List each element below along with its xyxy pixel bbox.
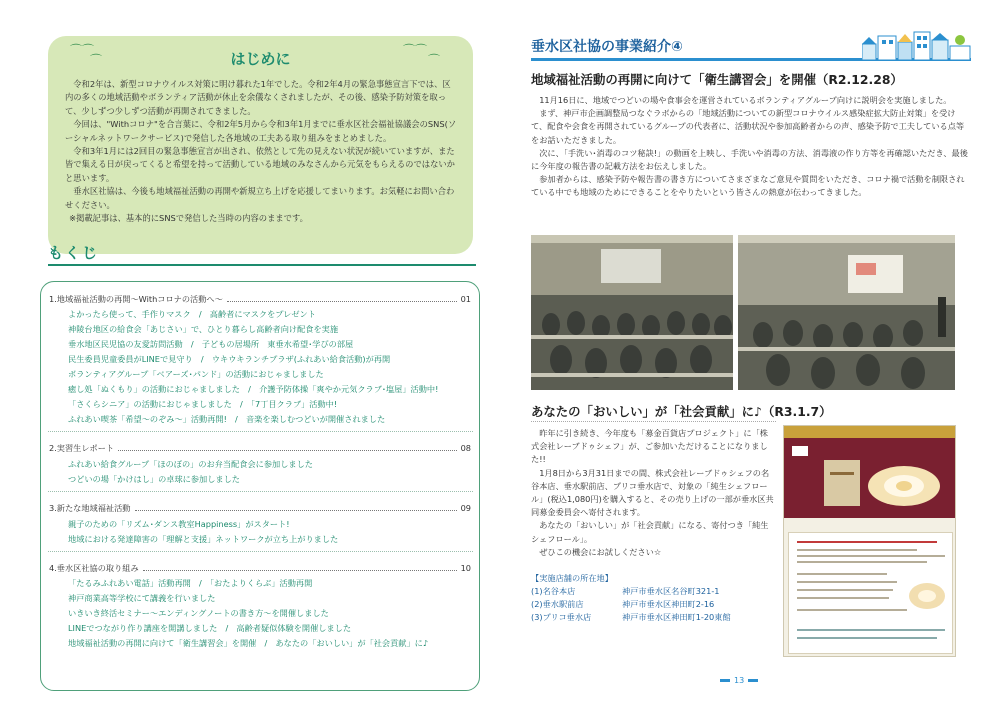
toc-item[interactable]: LINEでつながり作り講座を開講しました / 高齢者疑似体験を開催しました xyxy=(68,623,352,633)
toc-section-label: 4.垂水区社協の取り組み xyxy=(49,563,139,573)
toc-item[interactable]: 「さくらシニア」の活動におじゃましました / 「7丁目クラブ」活動中! xyxy=(68,399,338,409)
article2-paragraph: あなたの「おいしい」が「社会貢献」になる、寄付つき「純生シェフロール」。 xyxy=(531,520,769,544)
article1-paragraph: 次に、「手洗い･消毒のコツ秘訣!」の動画を上映し、手洗いや消毒の方法、消毒液の作り方等を再確認いただき、最後に今年度の報告書の記載方法をお伝えしました。 xyxy=(531,147,968,172)
toc-divider xyxy=(48,551,473,552)
toc-page-number: 10 xyxy=(460,563,471,573)
toc-page-number: 08 xyxy=(460,443,471,453)
toc-item[interactable]: よかったら使って、手作りマスク / 高齢者にマスクをプレゼント xyxy=(68,309,316,319)
seminar-photo-2 xyxy=(738,235,955,390)
toc-leader xyxy=(143,563,457,571)
intro-box xyxy=(48,36,473,254)
toc-item[interactable]: 癒し処「ぬくもり」の活動におじゃましました / 介護予防体操「爽やか元気クラブ･塩屋」活動中! xyxy=(68,384,439,394)
toc-item[interactable]: 地域における発達障害の「理解と支援」ネットワークが立ち上がりました xyxy=(68,534,339,544)
toc-section-1[interactable] xyxy=(49,294,471,305)
toc-title-rule xyxy=(48,264,476,266)
campaign-flyer-image xyxy=(783,425,956,657)
article2-paragraph: 昨年に引き続き、今年度も「募金百貨店プロジェクト」に「株式会社レーブドゥシェフ」が、ご参加いただけることになりました!! xyxy=(531,428,768,465)
article2-title: あなたの「おいしい」が「社会貢献」に♪（R3.1.7） xyxy=(531,404,832,419)
intro-paragraph: 今回は、"Withコロナ"を合言葉に、令和2年5月から令和3年1月までに垂水区社会福祉協議会のSNS(ソーシャルネットワークサービス)で発信した各地域の工夫ある取り組みをまとめました。 xyxy=(65,119,457,143)
toc-divider xyxy=(48,431,473,432)
page-number-text: 13 xyxy=(734,676,745,685)
toc-item[interactable]: ボランティアグループ「ベアーズ･パンド」の活動におじゃましました xyxy=(68,369,324,379)
toc-section-label: 3.新たな地域福祉活動 xyxy=(49,503,131,513)
toc-title: もくじ xyxy=(48,244,100,262)
toc-section-label: 1.地域福祉活動の再開～Withコロナの活動へ～ xyxy=(49,294,223,304)
article2-title-rule xyxy=(531,421,776,422)
page-number-bar xyxy=(748,679,758,682)
intro-note: ※掲載記事は、基本的にSNSで発信した当時の内容のままです。 xyxy=(69,213,308,224)
article1-body xyxy=(531,94,971,200)
toc-divider xyxy=(48,491,473,492)
toc-item[interactable]: いきいき終活セミナー～エンディングノートの書き方～を開催しました xyxy=(68,608,329,618)
toc-item[interactable]: 「たるみふれあい電話」活動再開 / 「おたよりくらぶ」活動再開 xyxy=(68,578,313,588)
article2-paragraph: ぜひこの機会にお試しください☆ xyxy=(539,546,662,557)
toc-item[interactable]: 神戸商業高等学校にて講義を行いました xyxy=(68,593,216,603)
article1-paragraph: 参加者からは、感染予防や報告書の書き方についてさまざまなご意見や質問をいただき、コロナ禍で活動を制限されている中でも地域のためにできることをやりたいという皆さんの熱意が伝わってきました。 xyxy=(531,174,965,198)
shop-name: (3)プリコ垂水店 xyxy=(531,612,592,622)
shop-name: (2)垂水駅前店 xyxy=(531,599,584,609)
toc-item[interactable]: 親子のための「リズム･ダンス教室Happiness」がスタート! xyxy=(68,519,290,529)
toc-section-2[interactable] xyxy=(49,443,471,454)
article1-title: 地域福祉活動の再開に向けて「衛生講習会」を開催（R2.12.28） xyxy=(531,72,903,87)
article1-paragraph: 11月16日に、地域でつどいの場や食事会を運営されているボランティアグループ向けに説明会を実施しました。 xyxy=(539,95,952,105)
toc-leader xyxy=(118,443,456,451)
article2-paragraph: 1月8日から3月31日までの間、株式会社レーブドゥシェフの名谷本店、垂水駅前店、プリコ垂水店で、対象の「純生シェフロール」(税込1,080円)を購入すると、その売り上げの一部が垂水区共同募金委員会へ寄付されます。 xyxy=(531,467,774,518)
shop-entry xyxy=(531,586,720,597)
toc-item[interactable]: 神陵台地区の給食会「あじさい」で、ひとり暮らし高齢者向け配食を実施 xyxy=(68,324,339,334)
toc-item[interactable]: つどいの場「かけはし」の卓球に参加しました xyxy=(68,474,240,484)
page-number xyxy=(720,676,758,685)
toc-item[interactable]: ふれあい給食グループ「ほのぼの」のお弁当配食会に参加しました xyxy=(68,459,313,469)
bird-icon: ⌒ xyxy=(90,53,103,67)
intro-paragraph: 令和3年1月には2回目の緊急事態宣言が出され、依然として先の見えない状況が続いていますが、また皆で集える日が戻ってくると希望を持って活動している地域のみなさんから元気をもらえるのではないかと思います。 xyxy=(65,146,455,183)
intro-paragraph: 令和2年は、新型コロナウイルス対策に明け暮れた1年でした。令和2年4月の緊急事態宣言下では、区内の多くの地域活動やボランティア活動が休止を余儀なくされましたが、その後、感染予防対策を取って、少しずつ少しずつ活動が再開されてきました。 xyxy=(65,79,451,116)
toc-section-4[interactable] xyxy=(49,563,471,574)
shop-address: 神戸市垂水区神田町1-20東館 xyxy=(622,612,731,622)
shops-heading: 【実施店舗の所在地】 xyxy=(531,573,613,583)
townscape-illustration xyxy=(862,30,972,60)
shop-address: 神戸市垂水区神田町2-16 xyxy=(622,599,715,609)
toc-section-3[interactable] xyxy=(49,503,471,514)
article1-paragraph: まず、神戸市企画調整局つなぐラボからの「地域活動についての新型コロナウイルス感染症拡大防止対策」を受けて、配食や会食を再開されているグループの代表者に、活動状況や参加高齢者からの声、感染予防で工夫している点等をお話いただきました。 xyxy=(531,108,965,145)
toc-item[interactable]: ふれあい喫茶「希望～のぞみ～」活動再開! / 音楽を楽しむつどいが開催されました xyxy=(68,414,386,424)
flyer-header-band xyxy=(784,426,956,438)
bird-icon: ⌒⌒ xyxy=(403,43,428,57)
intro-title: はじめに xyxy=(230,50,291,68)
intro-paragraph: 垂水区社協は、今後も地域福祉活動の再開や新規立ち上げを応援してまいります。お気軽にお問い合わせください。 xyxy=(65,186,455,210)
flyer-info-card xyxy=(788,532,953,654)
intro-text xyxy=(65,78,458,225)
page-number-bar xyxy=(720,679,730,682)
toc-leader xyxy=(227,294,457,302)
toc-item[interactable]: 垂水地区民児協の友愛訪問活動 / 子どもの居場所 東垂水希望･学びの部屋 xyxy=(68,339,354,349)
toc-leader xyxy=(135,503,457,511)
toc-item[interactable]: 民生委員児童委員がLINEで見守り / ウキウキランチプラザ(ふれあい給食活動)が再開 xyxy=(68,354,391,364)
shop-entry xyxy=(531,599,715,610)
toc-item[interactable]: 地域福祉活動の再開に向けて「衛生講習会」を開催 / あなたの「おいしい」が「社会貢献」に♪ xyxy=(68,638,429,648)
section-title: 垂水区社協の事業紹介④ xyxy=(531,39,683,55)
seminar-photo-1 xyxy=(531,235,733,390)
shop-name: (1)名谷本店 xyxy=(531,586,576,596)
shop-address: 神戸市垂水区名谷町321-1 xyxy=(622,586,720,596)
bird-icon: ⌒ xyxy=(428,53,441,67)
shop-entry xyxy=(531,612,731,623)
toc-section-label: 2.実習生レポート xyxy=(49,443,115,453)
toc-page-number: 09 xyxy=(460,503,471,513)
article2-body xyxy=(531,427,776,559)
bird-icon: ⌒⌒ xyxy=(70,43,95,57)
toc-page-number: 01 xyxy=(460,294,471,304)
flyer-photo-band xyxy=(784,438,956,518)
